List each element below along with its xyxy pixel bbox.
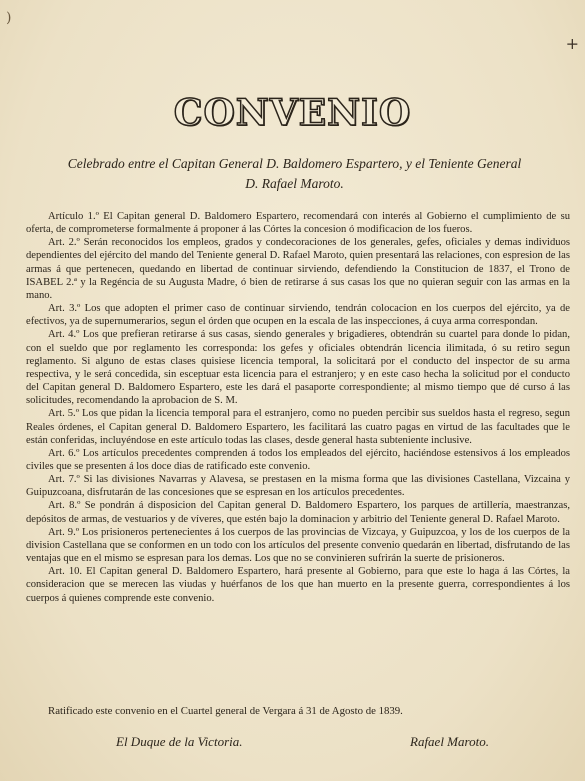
signature-espartero: El Duque de la Victoria. [116,734,243,749]
signature-maroto: Rafael Maroto. [410,734,489,749]
article-6: Art. 6.º Los artículos precedentes comprenden á todos los empleados del ejército, haciéndose estensivos á los empleados civiles que se presenten á los doce dias de ratificado este convenio. [26,447,570,472]
article-1: Artículo 1.º El Capitan general D. Baldomero Espartero, recomendará con interés al Gobierno el cumplimiento de su oferta, de comprometerse formalmente á proponer á las Córtes la concesion ó modificacion de los fueros. [26,211,570,236]
article-5: Art. 5.º Los que pidan la licencia temporal para el estranjero, como no pueden percibir sus sueldos hasta el regreso, segun Reales órdenes, el Capitan general D. Baldomero Espartero, les facilitará las cuatro pagas en virtud de las facultades que le están conferidas, incluyéndose en este artículo todas las clases, desde general hasta subteniente inclusive. [26,408,570,446]
page-mark: + [565,34,579,53]
articles-body [26,210,570,605]
article-3: Art. 3.º Los que adopten el primer caso de continuar sirviendo, tendrán colocacion en los cuerpos del ejército, ya de efectivos, ya de supernumerarios, segun el órden que ocupen en la escala de las inspecciones, á cuya arma correspondan. [26,303,570,328]
article-9: Art. 9.º Los prisioneros pertenecientes á los cuerpos de las provincias de Vizcaya, y Guipuzcoa, y los de los cuerpos de la division Castellana que se conformen en un todo con los artículos del presente convenio quedarán en libertad, disfrutando de las ventajas que en el mismo se espresan para los demas. Los que no se convinieren sufrirán la suerte de prisioneros. [26,526,570,565]
ratification-line: Ratificado este convenio en el Cuartel general de Vergara á 31 de Agosto de 1839. [48,705,403,717]
document-title: CONVENIO [173,92,412,134]
article-7: Art. 7.º Si las divisiones Navarras y Alavesa, se prestasen en la misma forma que las divisiones Castellana, Vizcaina y Guipuzcoana, disfrutarán de las concesiones que se espresan en los artículos precedentes. [26,474,570,499]
subtitle-line-2: D. Rafael Maroto. [245,176,344,191]
article-4: Art. 4.º Los que prefieran retirarse á sus casas, siendo generales y brigadieres, obtendrán su cuartel para donde lo pidan, con el sueldo que por reglamento les corresponda: los gefes y oficiales obtendrán licencia ilimitada, ó su retiro segun reglamento. Si alguno de estas clases quisiese licencia temporal, la solicitará por el conducto del inspector de su arma respectiva, y le será concedida, sin esceptuar esta licencia para el estranjero; y en este caso hecha la solicitud por el conducto del Capitan general D. Baldomero Espartero, este les dará el pasaporte correspondiente; al mismo tiempo que dé curso á las solicitudes, recomendando la aprobacion de S. M. [26,329,570,407]
margin-mark: ) [6,10,12,26]
article-10: Art. 10. El Capitan general D. Baldomero Espartero, hará presente al Gobierno, para que este lo haga á las Córtes, la consideracion que se merecen las viudas y huérfanos de los que han muerto en la presente guerra, correspondientes á los cuerpos á quienes comprende este convenio. [26,566,570,604]
document-subtitle [22,154,567,194]
article-2: Art. 2.º Serán reconocidos los empleos, grados y condecoraciones de los generales, gefes, oficiales y demas individuos dependientes del ejército del mando del Teniente general D. Rafael Maroto, quien presentará las relaciones, con espresion de las armas á que pertenecen, quedando en libertad de continuar sirviendo, defendiendo la Constitucion de 1837, el Trono de ISABEL 2.ª y la Regéncia de su Augusta Madre, ó bien de retirarse á sus casas los que no quieran seguir con las armas en la mano. [26,237,570,301]
article-8: Art. 8.º Se pondrán á disposicion del Capitan general D. Baldomero Espartero, los parques de artillería, maestranzas, depósitos de armas, de vestuarios y de víveres, que estén bajo la dominacion y arbitrio del Teniente general D. Rafael Maroto. [26,500,570,525]
subtitle-line-1: Celebrado entre el Capitan General D. Baldomero Espartero, y el Teniente General [67,156,522,171]
